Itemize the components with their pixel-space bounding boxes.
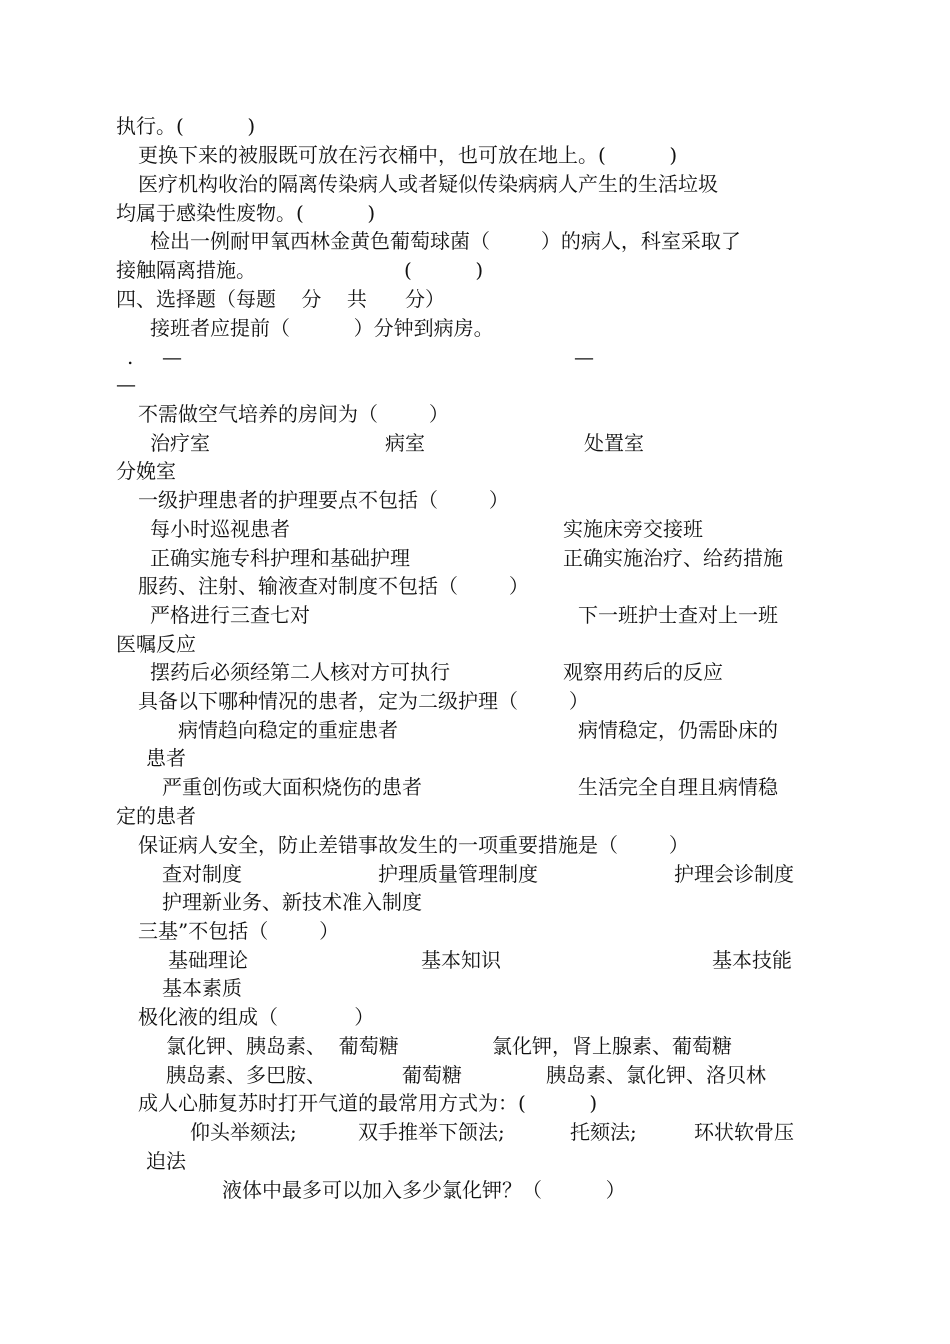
option-text: 基本技能 [712,948,792,972]
option-text: 下一班护士查对上一班 [578,603,778,627]
option-text: 正确实施治疗、给药措施 [563,546,783,570]
question-text: 具备以下哪种情况的患者，定为二级护理（ ） [138,689,589,713]
option-text: 摆药后必须经第二人核对方可执行 [150,660,450,684]
option-text: 查对制度 [162,862,242,886]
question-text: 成人心肺复苏时打开气道的最常用方式为：( ) [138,1091,598,1115]
option-text: 仰头举颏法; [190,1120,297,1144]
question-text: 保证病人安全，防止差错事故发生的一项重要措施是（ ） [138,833,689,857]
question-text: 不需做空气培养的房间为（ ） [138,402,449,426]
line-text: — [116,372,136,396]
line-text: 执行。( ) [116,114,256,138]
option-text: 环状软骨压 [694,1120,794,1144]
option-text: 分娩室 [116,459,176,483]
option-text: 实施床旁交接班 [563,517,703,541]
option-text: 观察用药后的反应 [563,660,723,684]
option-text: 迫法 [146,1149,186,1173]
question-text: 三基”不包括（ ） [138,919,340,943]
option-text: 病室 [385,431,425,455]
question-text: 液体中最多可以加入多少氯化钾？（ ） [222,1178,626,1202]
option-text: 双手推举下颌法; [358,1120,505,1144]
option-text: 基础理论 [168,948,248,972]
option-text: 严格进行三查七对 [150,603,310,627]
option-text: 氯化钾、胰岛素、 葡萄糖 [166,1034,399,1058]
line-text: 接触隔离措施。 [116,258,256,282]
question-text: 极化液的组成（ ） [138,1005,375,1029]
option-text: 医嘱反应 [116,632,196,656]
option-text: 基本素质 [162,976,242,1000]
option-text: 基本知识 [421,948,501,972]
option-text: 护理会诊制度 [674,862,794,886]
line-text: — [574,345,594,369]
option-text: 处置室 [584,431,644,455]
option-text: 生活完全自理且病情稳 [578,775,778,799]
option-text: 治疗室 [150,431,210,455]
line-text: ( ) [404,258,484,282]
question-text: 一级护理患者的护理要点不包括（ ） [138,488,509,512]
option-text: 护理新业务、新技术准入制度 [162,890,422,914]
option-text: 每小时巡视患者 [150,517,290,541]
line-text: — [162,345,182,369]
option-text: 胰岛素、氯化钾、洛贝林 [546,1063,766,1087]
question-text: 服药、注射、输液查对制度不包括（ ） [138,574,529,598]
question-text: 接班者应提前（ ）分钟到病房。 [150,316,494,340]
option-text: 护理质量管理制度 [378,862,538,886]
option-text: 病情稳定，仍需卧床的 [578,718,778,742]
option-text: 葡萄糖 [402,1063,462,1087]
option-text: 托颏法; [570,1120,637,1144]
line-text: 均属于感染性废物。( ) [116,201,376,225]
line-text: 检出一例耐甲氧西林金黄色葡萄球菌（ ）的病人，科室采取了 [150,229,741,253]
option-text: 定的患者 [116,804,196,828]
option-text: 氯化钾，肾上腺素、葡萄糖 [492,1034,732,1058]
option-text: 严重创伤或大面积烧伤的患者 [162,775,422,799]
option-text: 正确实施专科护理和基础护理 [150,546,410,570]
line-text: 更换下来的被服既可放在污衣桶中，也可放在地上。( ) [138,143,678,167]
option-text: 病情趋向稳定的重症患者 [178,718,398,742]
line-text: . [127,345,134,369]
option-text: 胰岛素、多巴胺、 [166,1063,326,1087]
option-text: 患者 [146,746,186,770]
line-text: 医疗机构收治的隔离传染病人或者疑似传染病病人产生的生活垃圾 [138,172,718,196]
section-heading: 四、选择题（每题 分 共 分） [116,287,446,311]
